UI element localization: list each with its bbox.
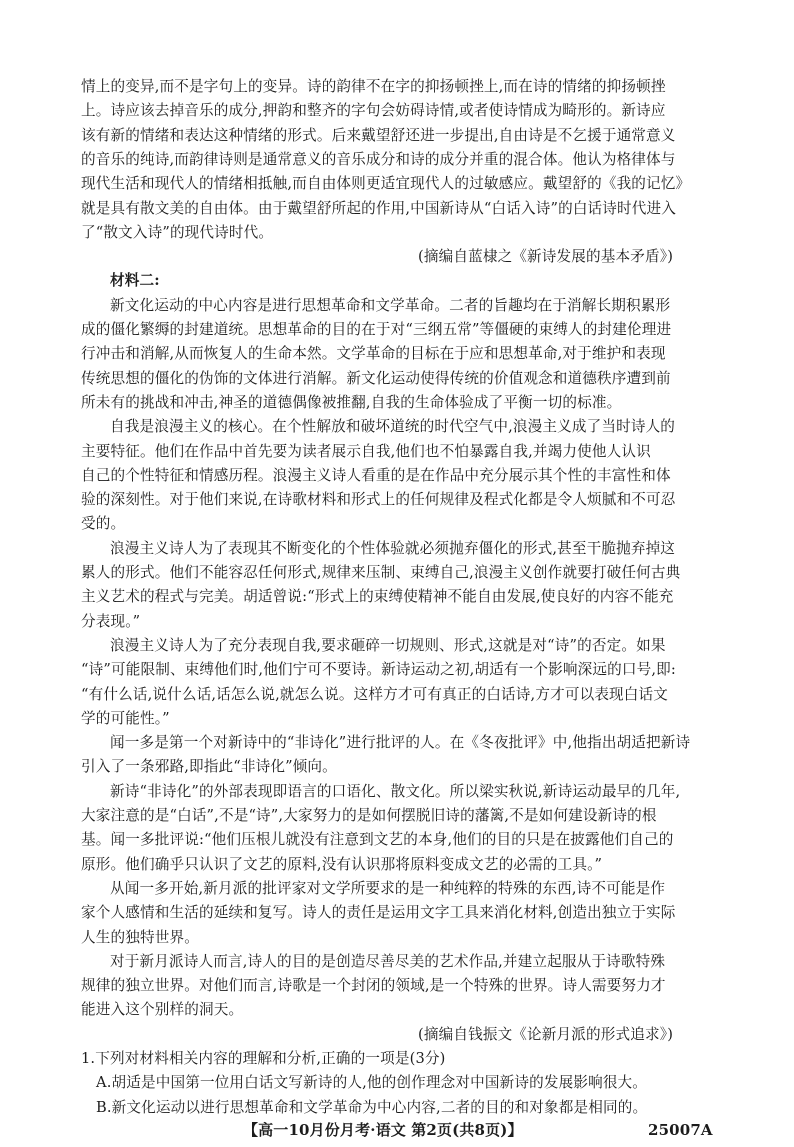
paragraph-line: 分表现。”: [81, 612, 141, 630]
paragraph-line: 新文化运动的中心内容是进行思想革命和文学革命。二者的旨趣均在于消解长期积累形: [110, 296, 671, 314]
paragraph-line: 所未有的挑战和冲击,神圣的道德偶像被推翻,自我的生命体验成了平衡一切的标准。: [81, 393, 622, 411]
paragraph-line: 闻一多是第一个对新诗中的“非诗化”进行批评的人。在《冬夜批评》中,他指出胡适把新诗: [110, 734, 691, 752]
paragraph-line: 累人的形式。他们不能容忍任何形式,规律来压制、束缚自己,浪漫主义创作就要打破任何古典: [81, 564, 681, 581]
paragraph-line: 自我是浪漫主义的核心。在个性解放和破坏道统的时代空气中,浪漫主义成了当时诗人的: [110, 418, 676, 436]
paragraph-line: 原形。他们确乎只认识了文艺的原料,没有认识那将原料变成文艺的必需的工具。”: [81, 855, 603, 873]
paragraph-line: 从闻一多开始,新月派的批评家对文学所要求的是一种纯粹的特殊的东西,诗不可能是作: [110, 879, 666, 897]
paragraph-line: 基。闻一多批评说:“他们压根儿就没有注意到文艺的本身,他们的目的只是在披露他们自己的: [81, 831, 674, 849]
paragraph-line: 大家注意的是“白话”,不是“诗”,大家努力的是如何摆脱旧诗的藩篱,不是如何建设新诗的根: [81, 807, 657, 824]
paragraph-line: 就是具有散文美的自由体。由于戴望舒所起的作用,中国新诗从“白话入诗”的白话诗时代进入: [81, 199, 677, 217]
paragraph-line: 规律的独立世界。对他们而言,诗歌是一个封闭的领域,是一个特殊的世界。诗人需要努力才: [81, 977, 666, 995]
paragraph-line: 上。诗应该去掉音乐的成分,押韵和整齐的字句会妨碍诗情,或者使诗情成为畸形的。新诗应: [81, 102, 666, 120]
source-citation: (摘编自蓝棣之《新诗发展的基本矛盾》): [418, 248, 674, 266]
source-citation: (摘编自钱振文《论新月派的形式追求》): [418, 1025, 674, 1043]
paragraph-line: 受的。: [81, 515, 126, 533]
paragraph-line: 情上的变异,而不是字句上的变异。诗的韵律不在字的抑扬顿挫上,而在诗的情绪的抑扬顿挫: [81, 78, 666, 95]
paragraph-line: “诗”可能限制、束缚他们时,他们宁可不要诗。新诗运动之初,胡适有一个影响深远的口号,即:: [81, 661, 676, 679]
paragraph-line: 现代生活和现代人的情绪相抵触,而自由体则更适宜现代人的过敏感应。戴望舒的《我的记忆》: [81, 175, 691, 193]
paragraph-line: 的音乐的纯诗,而韵律诗则是通常意义的音乐成分和诗的成分并重的混合体。他认为格律体与: [81, 150, 676, 168]
paragraph-line: 浪漫主义诗人为了充分表现自我,要求砸碎一切规则、形式,这就是对“诗”的否定。如果: [110, 636, 666, 654]
paragraph-line: 行冲击和消解,从而恢复人的生命本然。文学革命的目标在于应和思想革命,对于维护和表现: [81, 345, 666, 363]
paragraph-line: 学的可能性。”: [81, 709, 170, 727]
paragraph-line: 对于新月派诗人而言,诗人的目的是创造尽善尽美的艺术作品,并建立起服从于诗歌特殊: [110, 952, 666, 970]
paragraph-line: 人生的独特世界。: [81, 928, 199, 946]
paragraph-line: 浪漫主义诗人为了表现其不断变化的个性体验就必须抛弃僵化的形式,甚至干脆抛弃掉这: [110, 539, 676, 557]
paragraph-line: 验的深刻性。对于他们来说,在诗歌材料和形式上的任何规律及程式化都是令人烦腻和不可忍: [81, 491, 676, 509]
section-heading: 材料二:: [110, 272, 160, 290]
paragraph-line: 新诗“非诗化”的外部表现即语言的口语化、散文化。所以梁实秋说,新诗运动最早的几年,: [110, 782, 681, 800]
paragraph-line: 引入了一条邪路,即指此“非诗化”倾向。: [81, 758, 337, 776]
answer-option-b: B.新文化运动以进行思想革命和文学革命为中心内容,二者的目的和对象都是相同的。: [96, 1098, 648, 1116]
paragraph-line: 主要特征。他们在作品中首先要为读者展示自我,他们也不怕暴露自我,并竭力使他人认识: [81, 442, 651, 460]
paragraph-line: 自己的个性特征和情感历程。浪漫主义诗人看重的是在作品中充分展示其个性的丰富性和体: [81, 466, 671, 484]
answer-option-a: A.胡适是中国第一位用白话文写新诗的人,他的创作理念对中国新诗的发展影响很大。: [96, 1074, 648, 1092]
paragraph-line: 该有新的情绪和表达这种情绪的形式。后来戴望舒还进一步提出,自由诗是不乞援于通常意义: [81, 126, 676, 144]
paragraph-line: 成的僵化繁缛的封建道统。思想革命的目的在于对“三纲五常”等僵硬的束缚人的封建伦理进: [81, 321, 672, 338]
paragraph-line: 传统思想的僵化的伪饰的文体进行消解。新文化运动使得传统的价值观念和道德秩序遭到前: [81, 369, 671, 387]
paragraph-line: 家个人感情和生活的延续和复写。诗人的责任是运用文字工具来消化材料,创造出独立于实际: [81, 904, 676, 922]
paragraph-line: 了“散文入诗”的现代诗时代。: [81, 223, 274, 241]
exam-code: 25007A: [648, 1121, 713, 1139]
page-footer: 【高一10月份月考·语文 第2页(共8页)】: [243, 1121, 523, 1139]
paragraph-line: “有什么话,说什么话,话怎么说,就怎么说。这样方才可有真正的白话诗,方才可以表现白话文: [81, 685, 669, 703]
paragraph-line: 能进入这个别样的洞天。: [81, 1001, 244, 1019]
question-stem: 1.下列对材料相关内容的理解和分析,正确的一项是(3分): [81, 1050, 446, 1067]
paragraph-line: 主义艺术的程式与完美。胡适曾说:“形式上的束缚使精神不能自由发展,使良好的内容不能充: [81, 588, 674, 606]
